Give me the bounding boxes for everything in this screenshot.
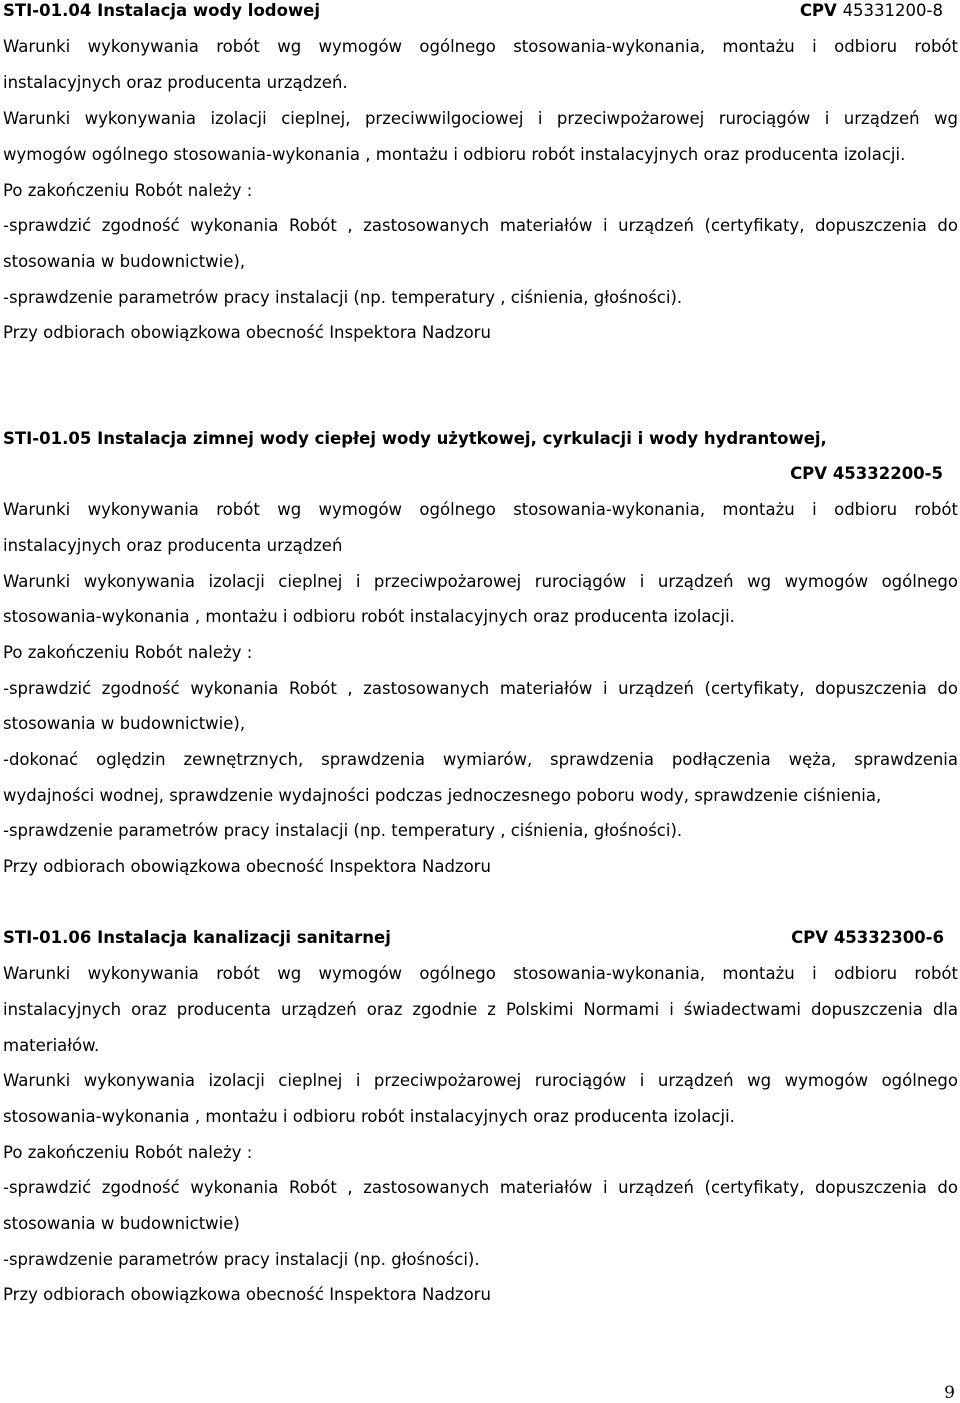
paragraph-line: instalacyjnych oraz producenta urządzeń oraz zgodnie z Polskimi Normami i świadectwami dopuszczenia dla bbox=[3, 1000, 958, 1019]
paragraph-line: Warunki wykonywania robót wg wymogów ogólnego stosowania-wykonania, montażu i odbioru robót bbox=[3, 964, 958, 983]
paragraph-line: Warunki wykonywania izolacji cieplnej i przeciwpożarowej rurociągów i urządzeń wg wymogów ogólnego bbox=[3, 1071, 958, 1090]
cpv-label: CPV bbox=[790, 464, 828, 483]
paragraph-line: Po zakończeniu Robót należy : bbox=[3, 1143, 253, 1162]
cpv-code: 45332300-6 bbox=[833, 928, 944, 947]
paragraph-line: wymogów ogólnego stosowania-wykonania , montażu i odbioru robót instalacyjnych oraz producenta izolacji. bbox=[3, 145, 906, 164]
paragraph-line: -sprawdzenie parametrów pracy instalacji (np. temperatury , ciśnienia, głośności). bbox=[3, 288, 683, 307]
paragraph-line: Przy odbiorach obowiązkowa obecność Inspektora Nadzoru bbox=[3, 1285, 491, 1304]
section-heading-sti-01-05 bbox=[3, 429, 943, 449]
paragraph-line: Przy odbiorach obowiązkowa obecność Inspektora Nadzoru bbox=[3, 323, 491, 342]
section-title: Instalacja kanalizacji sanitarnej bbox=[97, 928, 391, 947]
cpv-code: 45332200-5 bbox=[832, 464, 943, 483]
section-code: STI-01.06 bbox=[3, 928, 92, 947]
section-code: STI-01.05 bbox=[3, 429, 92, 448]
paragraph-line: -sprawdzić zgodność wykonania Robót , zastosowanych materiałów i urządzeń (certyfikaty, dopuszczenia do bbox=[3, 1178, 958, 1197]
section-title: Instalacja wody lodowej bbox=[97, 1, 321, 20]
cpv-number bbox=[791, 928, 944, 948]
paragraph-line: Po zakończeniu Robót należy : bbox=[3, 643, 253, 662]
paragraph-line: instalacyjnych oraz producenta urządzeń. bbox=[3, 73, 348, 92]
paragraph-line: stosowania-wykonania , montażu i odbioru robót instalacyjnych oraz producenta izolacji. bbox=[3, 1107, 735, 1126]
cpv-number bbox=[800, 1, 943, 21]
section-heading-sti-01-06 bbox=[3, 928, 943, 948]
paragraph-line: -sprawdzenie parametrów pracy instalacji (np. temperatury , ciśnienia, głośności). bbox=[3, 821, 683, 840]
paragraph-line: wydajności wodnej, sprawdzenie wydajności podczas jednoczesnego poboru wody, sprawdzenie ciśnienia, bbox=[3, 786, 882, 805]
paragraph-line: Po zakończeniu Robót należy : bbox=[3, 181, 253, 200]
paragraph-line: -sprawdzić zgodność wykonania Robót , zastosowanych materiałów i urządzeń (certyfikaty, dopuszczenia do bbox=[3, 216, 958, 235]
paragraph-line: materiałów. bbox=[3, 1036, 100, 1055]
paragraph-line: stosowania-wykonania , montażu i odbioru robót instalacyjnych oraz producenta izolacji. bbox=[3, 607, 735, 626]
cpv-code: 45331200-8 bbox=[842, 1, 943, 20]
paragraph-line: Warunki wykonywania izolacji cieplnej i przeciwpożarowej rurociągów i urządzeń wg wymogów ogólnego bbox=[3, 572, 958, 591]
paragraph-line: -dokonać oględzin zewnętrznych, sprawdzenia wymiarów, sprawdzenia podłączenia węża, sprawdzenia bbox=[3, 750, 958, 769]
paragraph-line: Warunki wykonywania robót wg wymogów ogólnego stosowania-wykonania, montażu i odbioru robót bbox=[3, 37, 958, 56]
paragraph-line: -sprawdzenie parametrów pracy instalacji (np. głośności). bbox=[3, 1250, 480, 1269]
paragraph-line: Warunki wykonywania robót wg wymogów ogólnego stosowania-wykonania, montażu i odbioru robót bbox=[3, 500, 958, 519]
paragraph-line: stosowania w budownictwie), bbox=[3, 252, 246, 271]
paragraph-line: stosowania w budownictwie) bbox=[3, 1214, 240, 1233]
paragraph-line: stosowania w budownictwie), bbox=[3, 714, 246, 733]
cpv-number bbox=[790, 464, 943, 484]
cpv-label: CPV bbox=[791, 928, 829, 947]
cpv-label: CPV bbox=[799, 1, 837, 20]
paragraph-line: Warunki wykonywania izolacji cieplnej, przeciwwilgociowej i przeciwpożarowej rurociągów i urządzeń wg bbox=[3, 109, 958, 128]
section-heading-sti-01-04 bbox=[3, 1, 943, 21]
paragraph-line: instalacyjnych oraz producenta urządzeń bbox=[3, 536, 343, 555]
paragraph-line: -sprawdzić zgodność wykonania Robót , zastosowanych materiałów i urządzeń (certyfikaty, dopuszczenia do bbox=[3, 679, 958, 698]
page-number: 9 bbox=[944, 1383, 955, 1403]
paragraph-line: Przy odbiorach obowiązkowa obecność Inspektora Nadzoru bbox=[3, 857, 491, 876]
section-title: Instalacja zimnej wody ciepłej wody użytkowej, cyrkulacji i wody hydrantowej, bbox=[97, 429, 827, 448]
section-code: STI-01.04 bbox=[3, 1, 92, 20]
